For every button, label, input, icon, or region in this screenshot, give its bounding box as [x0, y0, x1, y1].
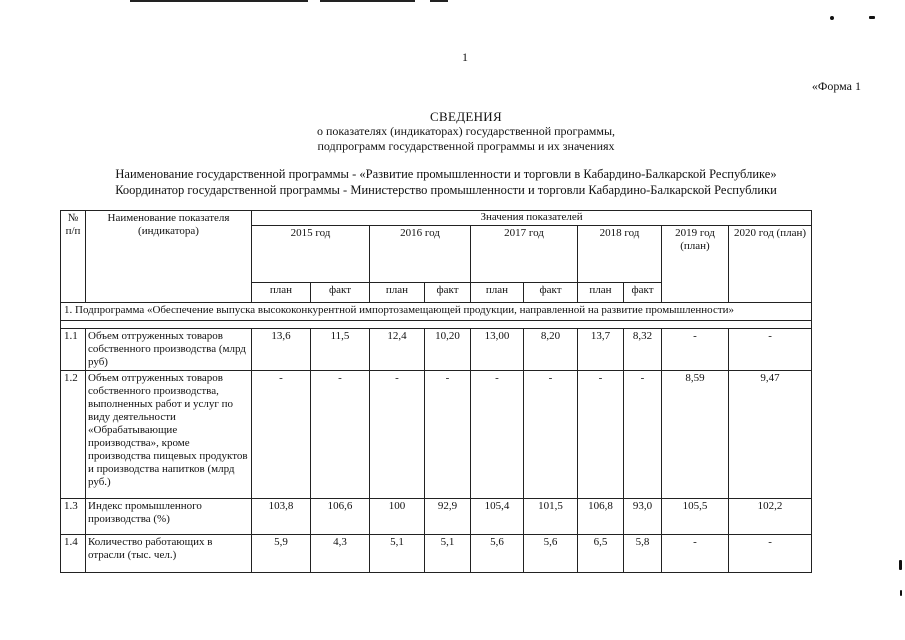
cell-2015-fact: 106,6 — [311, 499, 370, 535]
cell-2019-plan: - — [662, 329, 729, 371]
cell-2019-plan: - — [662, 535, 729, 573]
scan-artifact-mark — [869, 16, 875, 19]
cell-2015-fact: 11,5 — [311, 329, 370, 371]
cell-2018-fact: 5,8 — [624, 535, 662, 573]
header-fact: факт — [311, 283, 370, 303]
header-plan: план — [252, 283, 311, 303]
scan-artifact-top — [130, 0, 460, 3]
cell-2017-fact: 5,6 — [524, 535, 578, 573]
cell-2016-fact: 92,9 — [425, 499, 471, 535]
header-year-2018: 2018 год — [578, 226, 662, 283]
cell-2016-plan: - — [370, 371, 425, 499]
header-fact: факт — [524, 283, 578, 303]
cell-2016-fact: 10,20 — [425, 329, 471, 371]
header-year-2020: 2020 год (план) — [729, 226, 812, 303]
cell-2018-fact: 8,32 — [624, 329, 662, 371]
cell-2015-plan: 13,6 — [252, 329, 311, 371]
header-year-2015: 2015 год — [252, 226, 370, 283]
row-number: 1.1 — [61, 329, 86, 371]
program-info — [0, 166, 892, 198]
table-row — [61, 329, 812, 371]
header-fact: факт — [624, 283, 662, 303]
form-label: «Форма 1 — [811, 79, 861, 93]
cell-2016-plan: 100 — [370, 499, 425, 535]
header-plan: план — [471, 283, 524, 303]
subprogram-title: 1. Подпрограмма «Обеспечение выпуска высококонкурентной импортозамещающей продукции, направленной на развитие промышленности» — [61, 303, 812, 321]
cell-2020-plan: 9,47 — [729, 371, 812, 499]
cell-2019-plan: 8,59 — [662, 371, 729, 499]
cell-2018-plan: 13,7 — [578, 329, 624, 371]
scan-artifact-dot — [830, 16, 834, 20]
cell-2016-plan: 12,4 — [370, 329, 425, 371]
header-year-2017: 2017 год — [471, 226, 578, 283]
cell-2018-fact: - — [624, 371, 662, 499]
table-row — [61, 499, 812, 535]
heading-line-3: подпрограмм государственной программы и их значениях — [317, 139, 615, 153]
cell-2018-fact: 93,0 — [624, 499, 662, 535]
document-heading — [0, 109, 905, 154]
row-number: 1.4 — [61, 535, 86, 573]
row-indicator-name: Индекс промышленного производства (%) — [86, 499, 252, 535]
heading-line-2: о показателях (индикаторах) государственной программы, — [316, 124, 616, 138]
header-year-2019: 2019 год (план) — [662, 226, 729, 303]
cell-2015-plan: 5,9 — [252, 535, 311, 573]
header-plan: план — [370, 283, 425, 303]
spacer-cell — [61, 321, 812, 329]
scan-artifact-edge2 — [900, 590, 902, 596]
spacer-row — [61, 321, 812, 329]
cell-2015-fact: - — [311, 371, 370, 499]
header-fact: факт — [425, 283, 471, 303]
heading-title: СВЕДЕНИЯ — [430, 109, 502, 124]
header-name: Наименование показателя (индикатора) — [86, 211, 252, 303]
cell-2018-plan: 106,8 — [578, 499, 624, 535]
cell-2016-fact: 5,1 — [425, 535, 471, 573]
subprogram-row — [61, 303, 812, 321]
cell-2017-plan: 105,4 — [471, 499, 524, 535]
header-values: Значения показателей — [252, 211, 812, 226]
cell-2018-plan: 6,5 — [578, 535, 624, 573]
table-header-row-1 — [61, 211, 812, 226]
cell-2020-plan: 102,2 — [729, 499, 812, 535]
header-num: № п/п — [61, 211, 86, 303]
cell-2017-plan: 13,00 — [471, 329, 524, 371]
page-number: 1 — [462, 50, 468, 64]
cell-2018-plan: - — [578, 371, 624, 499]
table-row — [61, 535, 812, 573]
row-indicator-name: Объем отгруженных товаров собственного производства (млрд руб) — [86, 329, 252, 371]
header-year-2016: 2016 год — [370, 226, 471, 283]
cell-2019-plan: 105,5 — [662, 499, 729, 535]
row-indicator-name: Количество работающих в отрасли (тыс. чел.) — [86, 535, 252, 573]
cell-2015-plan: - — [252, 371, 311, 499]
cell-2016-plan: 5,1 — [370, 535, 425, 573]
row-indicator-name: Объем отгруженных товаров собственного производства, выполненных работ и услуг по виду деятельности «Обрабатывающие производства», кроме производства пищевых продуктов и производства напитков (млрд руб.) — [86, 371, 252, 499]
cell-2016-fact: - — [425, 371, 471, 499]
row-number: 1.2 — [61, 371, 86, 499]
row-number: 1.3 — [61, 499, 86, 535]
indicators-table — [60, 210, 812, 573]
cell-2017-fact: 101,5 — [524, 499, 578, 535]
cell-2017-plan: - — [471, 371, 524, 499]
program-name: Наименование государственной программы - «Развитие промышленности и торговли в Кабардино-Балкарской Республике» — [115, 167, 777, 181]
cell-2017-plan: 5,6 — [471, 535, 524, 573]
cell-2015-plan: 103,8 — [252, 499, 311, 535]
table-row — [61, 371, 812, 499]
cell-2017-fact: 8,20 — [524, 329, 578, 371]
header-plan: план — [578, 283, 624, 303]
cell-2017-fact: - — [524, 371, 578, 499]
cell-2020-plan: - — [729, 329, 812, 371]
cell-2015-fact: 4,3 — [311, 535, 370, 573]
program-coordinator: Координатор государственной программы - Министерство промышленности и торговли Кабардино-Балкарской Республики — [115, 183, 777, 197]
cell-2020-plan: - — [729, 535, 812, 573]
scan-artifact-edge — [899, 560, 902, 570]
